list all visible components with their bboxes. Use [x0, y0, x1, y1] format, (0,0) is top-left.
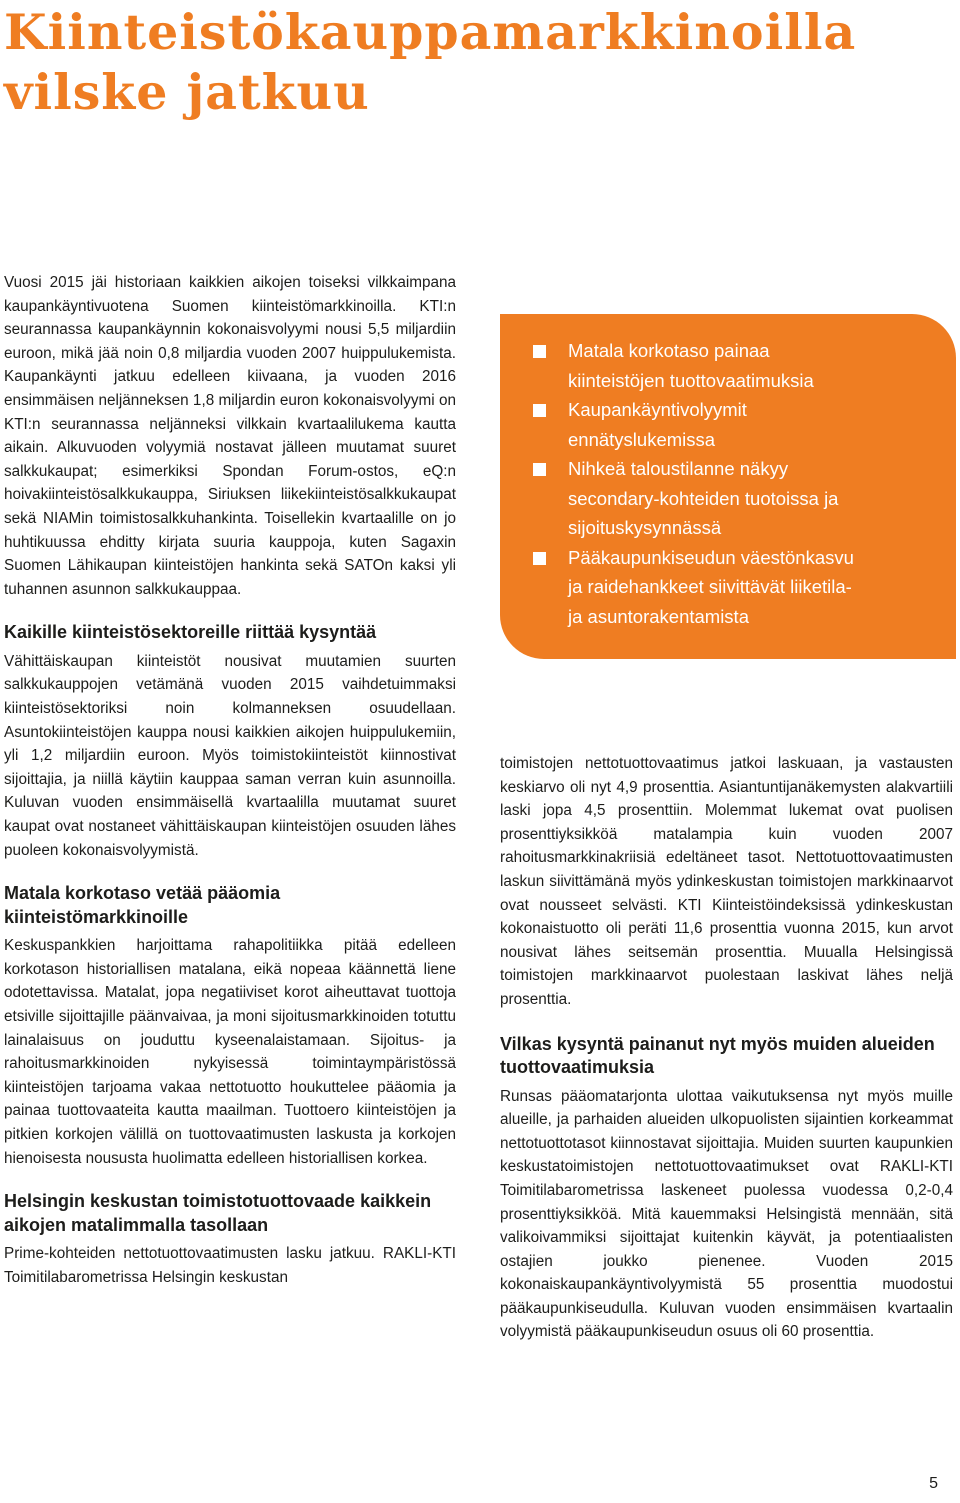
- highlight-line: ja asuntorakentamista: [568, 605, 749, 627]
- highlight-item: [518, 454, 936, 543]
- highlight-line: ennätyslukemissa: [568, 428, 716, 450]
- square-bullet-icon: [533, 404, 546, 417]
- paragraph-helsinki-continued: toimistojen nettotuottovaatimus jatkoi laskuaan, ja vastausten keskiarvo oli nyt 4,9 prosenttia. Asiantuntijanäkemysten alakvartiili laski jopa 4,5 prosenttiin. Molemmat lukemat ovat puolisen prosenttiyksikköä matalampia kuin vuoden 2007 rahoitusmarkkinakriisiä edeltäneet tasot. Nettotuottovaatimusten laskun siivittämänä myös ydinkeskustan toimistojen markkinaarvot ovat nousseet selvästi. KTI Kiinteistöindeksissä ydinkeskustan kokonaistuotto oli peräti 11,6 prosenttia vuonna 2015, kun arvot nousivat lähes seitsemän prosenttia. Muualla Helsingissä toimistojen markkinaarvot puolestaan laskivat lähes neljä prosenttia.: [500, 755, 953, 1008]
- highlight-line: secondary-kohteiden tuotoissa ja: [568, 487, 839, 509]
- heading-demand: Kaikille kiinteistösektoreille riittää kysyntää: [4, 622, 377, 643]
- highlight-line: sijoituskysynnässä: [568, 517, 722, 538]
- article-title: [4, 2, 954, 122]
- paragraph-demand: Vähittäiskaupan kiinteistöt nousivat muutamien suurten salkkukauppojen vetämänä vuoden 2015 vaihdetuimmaksi kiinteistösektoriksi noin kolmanneksen osuudellaan. Asuntokiinteistöjen kauppa nousi kaikkien aikojen huippulukemiin, yli 1,2 miljardiin euroon. Myös toimistokiinteistöt kiinnostivat sijoittajia, ja niillä käytiin kauppaa saman verran kuin asunnoilla. Kuluvan vuoden ensimmäisellä kvartaalilla muutamat suuret kaupat ovat nostaneet vähittäiskaupan kiinteistöjen osuuden lähes puoleen kokonaisvolyymistä.: [4, 652, 456, 859]
- highlight-item: [518, 336, 936, 395]
- heading-yields: Vilkas kysyntä painanut nyt myös muiden alueiden tuottovaatimuksia: [500, 1033, 935, 1078]
- left-column: [4, 271, 456, 1289]
- square-bullet-icon: [533, 552, 546, 565]
- highlight-line: Pääkaupunkiseudun väestönkasvu: [568, 546, 854, 568]
- highlight-line: Nihkeä taloustilanne näkyy: [568, 458, 789, 479]
- page-number: 5: [929, 1475, 938, 1492]
- square-bullet-icon: [533, 463, 546, 476]
- paragraph-helsinki-start: Prime-kohteiden nettotuottovaatimusten lasku jatkuu. RAKLI-KTI Toimitilabarometrissa Helsingin keskustan: [4, 1245, 456, 1286]
- square-bullet-icon: [533, 345, 546, 358]
- highlight-line: ja raidehankkeet siivittävät liiketila-: [568, 576, 852, 597]
- highlight-item: [518, 543, 936, 632]
- heading-helsinki: Helsingin keskustan toimistotuottovaade kaikkein aikojen matalimmalla tasollaan: [4, 1191, 432, 1235]
- highlight-box: [500, 314, 956, 659]
- article-title-line-2: vilske jatkuu: [4, 63, 370, 121]
- paragraph-rates: Keskuspankkien harjoittama rahapolitiikka pitää edelleen korkotason historiallisen matalana, eikä nopeaa käännettä liene odotettavissa. Matalat, jopa negatiiviset korot aiheuttavat tuottoja etsiville sijoittajille päänvaivaa, ja moni sijoitusmarkkinoiden totuttu lainalaisuus on jouduttu kyseenalaistamaan. Sijoitus- ja rahoitusmarkkinoiden nykyisessä toimintaympäristössä kiinteistöjen tarjoama vakaa nettotuotto houkuttelee pääomia ja painaa tuottovaateita kautta maailman. Tuottoero kiinteistöjen ja pitkien korkojen välillä on tuottovaatimusten laskusta ja korkojen hienoisesta noususta huolimatta edelleen historiallisen korkea.: [4, 937, 456, 1167]
- right-column: [500, 752, 953, 1344]
- highlight-item: [518, 395, 936, 454]
- highlight-line: kiinteistöjen tuottovaatimuksia: [568, 369, 814, 391]
- paragraph-yields: Runsas pääomatarjonta ulottaa vaikutuksensa nyt myös muille alueille, ja parhaiden alueiden ulkopuolisten sijaintien korkeammat nettotuottotasot kiinnostavat sijoittajia. Muiden suurten kaupunkien keskustatoimistojen nettotuottovaatimukset ovat RAKLI-KTI Toimitilabarometrissa laskeneet puolessa vuodessa 0,2-0,4 prosenttiyksikköä. Mitä kauemmaksi Helsingistä mennään, sitä valikoivammiksi sijoittajat kuitenkin käyvät, ja potentiaalisten ostajien joukko pienenee. Vuoden 2015 kokonaiskaupankäyntivolyymistä 55 prosenttia muodostui pääkaupunkiseudulla. Kuluvan vuoden ensimmäisen kvartaalin volyymistä pääkaupunkiseudun osuus oli 60 prosenttia.: [500, 1087, 953, 1341]
- highlight-line: Kaupankäyntivolyymit: [568, 399, 747, 420]
- highlight-list: [518, 336, 936, 631]
- intro-paragraph: Vuosi 2015 jäi historiaan kaikkien aikojen toiseksi vilkkaimpana kaupankäyntivuotena Suomen kiinteistömarkkinoilla. KTI:n seurannassa kaupankäynnin kokonaisvolyymi nousi 5,5 miljardiin euroon, mikä jää noin 0,8 miljardia vuoden 2007 huippulukemista. Kaupankäynti jatkuu edelleen kiivaana, ja vuoden 2016 ensimmäisen neljänneksen 1,8 miljardin euron kokonaisvolyymi on KTI:n seurannassa neljänneksi vilkkain kvartaalilukema kautta aikain. Alkuvuoden volyymiä nostavat jälleen muutamat suuret salkkukaupat; esimerkiksi Spondan Forum-ostos, eQ:n hoivakiinteistösalkkukauppa, Siriuksen liikekiinteistösalkkukaupat sekä NIAMin toimistosalkkuhankinta. Toisellekin kvartaalille on jo huhtikuussa ehditty kirjata suuria kauppoja, kuten Sagaxin Suomen Lähikaupan kiinteistöjen hankinta sekä SATOn kaksi yli tuhannen asunnon salkkukauppaa.: [4, 274, 456, 598]
- article-title-line-1: Kiinteistökauppamarkkinoilla: [4, 3, 857, 61]
- heading-rates: Matala korkotaso vetää pääomia kiinteistömarkkinoille: [4, 883, 281, 927]
- highlight-line: Matala korkotaso painaa: [568, 340, 770, 361]
